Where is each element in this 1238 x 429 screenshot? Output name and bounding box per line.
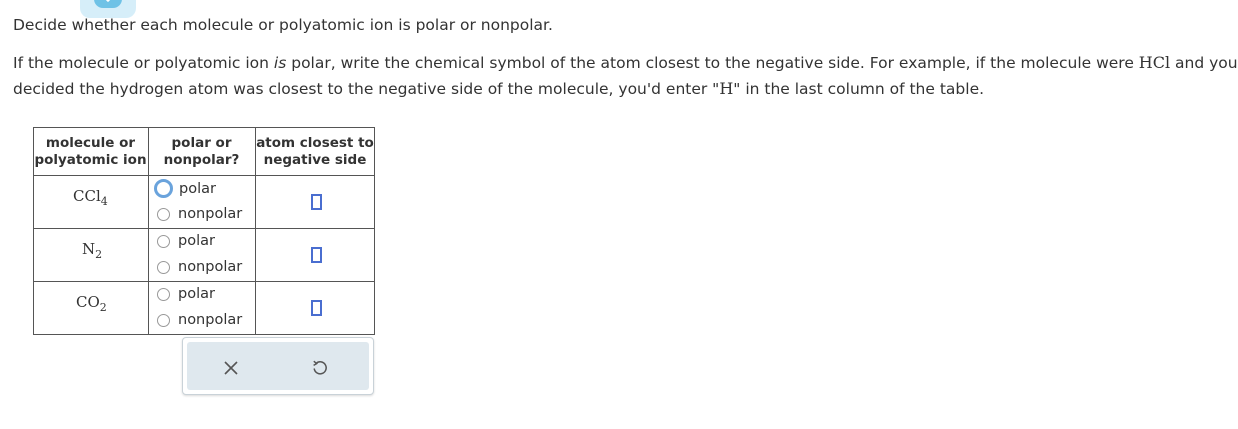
instruction-text: decided the hydrogen atom was closest to the negative side of the molecule, you'd enter " (13, 80, 720, 98)
radio-button[interactable] (157, 208, 170, 221)
option-label: nonpolar (178, 259, 243, 275)
table-border (33, 175, 375, 176)
radio-polar[interactable] (157, 286, 215, 302)
instruction-emphasis: is (273, 54, 287, 72)
atom-input[interactable] (311, 300, 322, 316)
header-text: atom closest to (256, 135, 374, 151)
header-molecule (33, 135, 148, 169)
instruction-text: and you (1170, 54, 1238, 72)
instruction-text: If the molecule or polyatomic ion (13, 54, 274, 72)
radio-nonpolar[interactable] (157, 312, 242, 328)
table-border (33, 281, 375, 282)
undo-icon (311, 359, 329, 377)
radio-button[interactable] (154, 179, 173, 198)
toolbar-panel (187, 342, 369, 390)
instruction-text: polar, write the chemical symbol of the atom closest to the negative side. For example, if the molecule were (286, 54, 1139, 72)
instruction-text: " in the last column of the table. (733, 80, 985, 98)
radio-polar[interactable] (157, 233, 215, 249)
molecule-formula (76, 293, 107, 314)
table-border (33, 334, 375, 335)
reset-button[interactable] (308, 356, 332, 380)
atom-input[interactable] (311, 194, 322, 210)
example-formula: HCl (1138, 53, 1171, 72)
radio-nonpolar[interactable] (157, 259, 242, 275)
instruction-line-2 (13, 52, 1238, 74)
formula-subscript: 2 (99, 301, 107, 314)
radio-button[interactable] (157, 261, 170, 274)
radio-button[interactable] (157, 235, 170, 248)
header-text: polyatomic ion (34, 152, 147, 168)
instruction-line-1: Decide whether each molecule or polyatomic ion is polar or nonpolar. (13, 16, 553, 34)
molecule-formula (82, 240, 102, 261)
example-symbol: H (719, 79, 734, 98)
polarity-table (33, 127, 375, 335)
chevron-down-icon (94, 0, 122, 8)
formula-text: CCl (73, 187, 101, 205)
formula-subscript: 2 (95, 248, 103, 261)
radio-button[interactable] (157, 314, 170, 327)
header-text: negative side (263, 152, 367, 168)
radio-nonpolar[interactable] (157, 206, 242, 222)
table-border (33, 127, 375, 128)
x-icon (224, 361, 238, 375)
table-border (33, 228, 375, 229)
radio-polar[interactable] (154, 179, 216, 198)
instruction-line-3 (13, 78, 984, 100)
header-text: nonpolar? (163, 152, 240, 168)
formula-subscript: 4 (100, 195, 108, 208)
atom-input[interactable] (311, 247, 322, 263)
header-text: molecule or (45, 135, 136, 151)
clear-button[interactable] (219, 356, 243, 380)
option-label: polar (179, 180, 216, 197)
option-label: polar (178, 233, 215, 249)
option-label: nonpolar (178, 206, 243, 222)
header-text: polar or (171, 135, 232, 151)
header-atom (255, 135, 375, 169)
formula-text: N (82, 240, 96, 258)
formula-text: CO (76, 293, 100, 311)
molecule-formula (73, 187, 108, 208)
radio-button[interactable] (157, 288, 170, 301)
option-label: polar (178, 286, 215, 302)
answer-toolbar (182, 337, 374, 395)
option-label: nonpolar (178, 312, 243, 328)
header-polarity (148, 135, 255, 169)
